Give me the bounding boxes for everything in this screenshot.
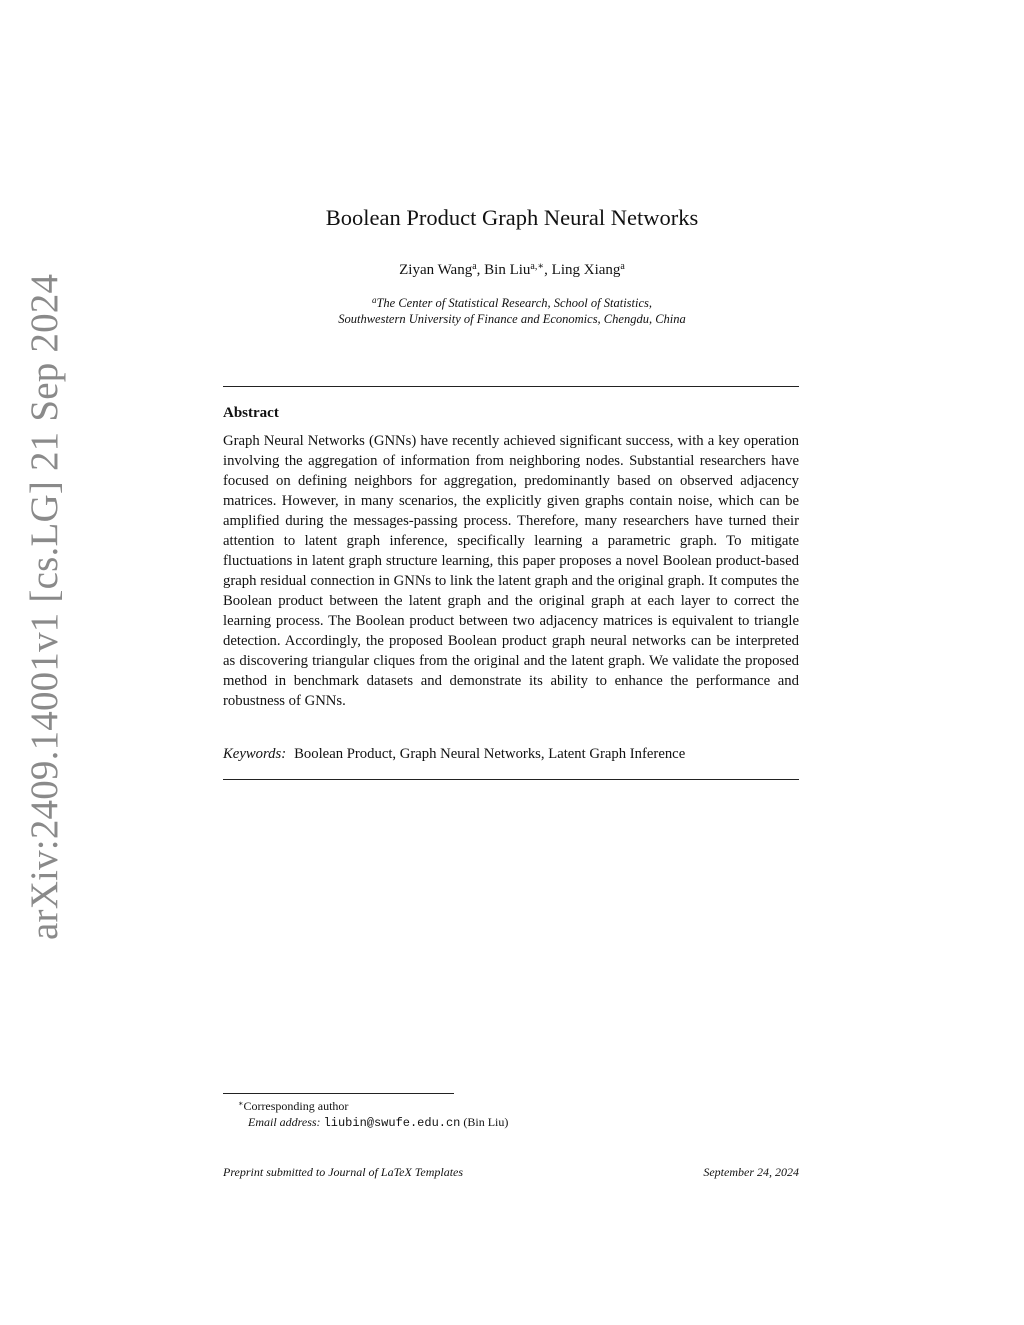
footnote-mark: ∗: [238, 1099, 244, 1108]
author-affiliation-mark: a: [620, 261, 625, 272]
affiliation-line-1: [0, 295, 1024, 311]
abstract-top-rule: [223, 386, 799, 387]
abstract-text: Graph Neural Networks (GNNs) have recently achieved significant success, with a key operation involving the aggregation of information from neighboring nodes. Substantial researchers have focused on defining neighbors for aggregation, predominantly based on observed adjacency matrices. However, in many scenarios, the explicitly given graphs contain noise, which can be amplified during the messages-passing process. Therefore, many researchers have turned their attention to latent graph inference, specifically learning a parametric graph. To mitigate fluctuations in latent graph structure learning, this paper proposes a novel Boolean product-based graph residual connection in GNNs to link the latent graph and the original graph. It computes the Boolean product between the latent graph and the original graph at each layer to correct the learning process. The Boolean product between two adjacency matrices is equivalent to triangle detection. Accordingly, the proposed Boolean product graph neural networks can be interpreted as discovering triangular cliques from the original and the latent graph. We validate the proposed method in benchmark datasets and demonstrate its ability to enhance the performance and robustness of GNNs.: [223, 433, 799, 709]
footnote-rule: [223, 1093, 454, 1094]
author-name: Ling Xiang: [551, 262, 621, 278]
footer-journal: [223, 1164, 463, 1180]
footer-journal-prefix: Preprint submitted to Journal of: [223, 1165, 381, 1179]
abstract-bottom-rule: [223, 779, 799, 780]
affiliation-text: The Center of Statistical Research, School of Statistics,: [376, 296, 653, 310]
keywords-line: [223, 744, 799, 764]
author-separator: ,: [476, 262, 485, 278]
keywords-label: Keywords:: [223, 746, 287, 762]
author-name: Bin Liu: [484, 262, 531, 278]
author-affiliation-mark: a,∗: [530, 261, 545, 272]
arxiv-identifier-stamp: arXiv:2409.14001v1 [cs.LG] 21 Sep 2024: [23, 273, 66, 940]
email-address-link[interactable]: liubin@swufe.edu.cn: [323, 1116, 461, 1130]
email-label: Email address:: [248, 1115, 321, 1129]
abstract-heading: Abstract: [223, 405, 279, 421]
keywords-text: Boolean Product, Graph Neural Networks, Latent Graph Inference: [294, 746, 686, 762]
footer-date: September 24, 2024: [703, 1165, 799, 1179]
footer-journal-suffix: Templates: [411, 1165, 464, 1179]
affiliation-line-2: Southwestern University of Finance and Economics, Chengdu, China: [338, 312, 686, 326]
affiliation-mark: a: [371, 295, 377, 305]
latex-logo: LaTeX: [380, 1165, 412, 1179]
email-footnote: [248, 1114, 508, 1131]
author-list: [0, 260, 1024, 280]
author-affiliation-mark: a: [472, 261, 477, 272]
author-name: Ziyan Wang: [399, 262, 473, 278]
author-separator: ,: [544, 262, 552, 278]
affiliation-block: [0, 295, 1024, 327]
email-owner: (Bin Liu): [463, 1115, 509, 1129]
footnote-text: Corresponding author: [243, 1099, 349, 1113]
paper-title: Boolean Product Graph Neural Networks: [325, 205, 699, 230]
corresponding-author-footnote: [238, 1098, 348, 1114]
